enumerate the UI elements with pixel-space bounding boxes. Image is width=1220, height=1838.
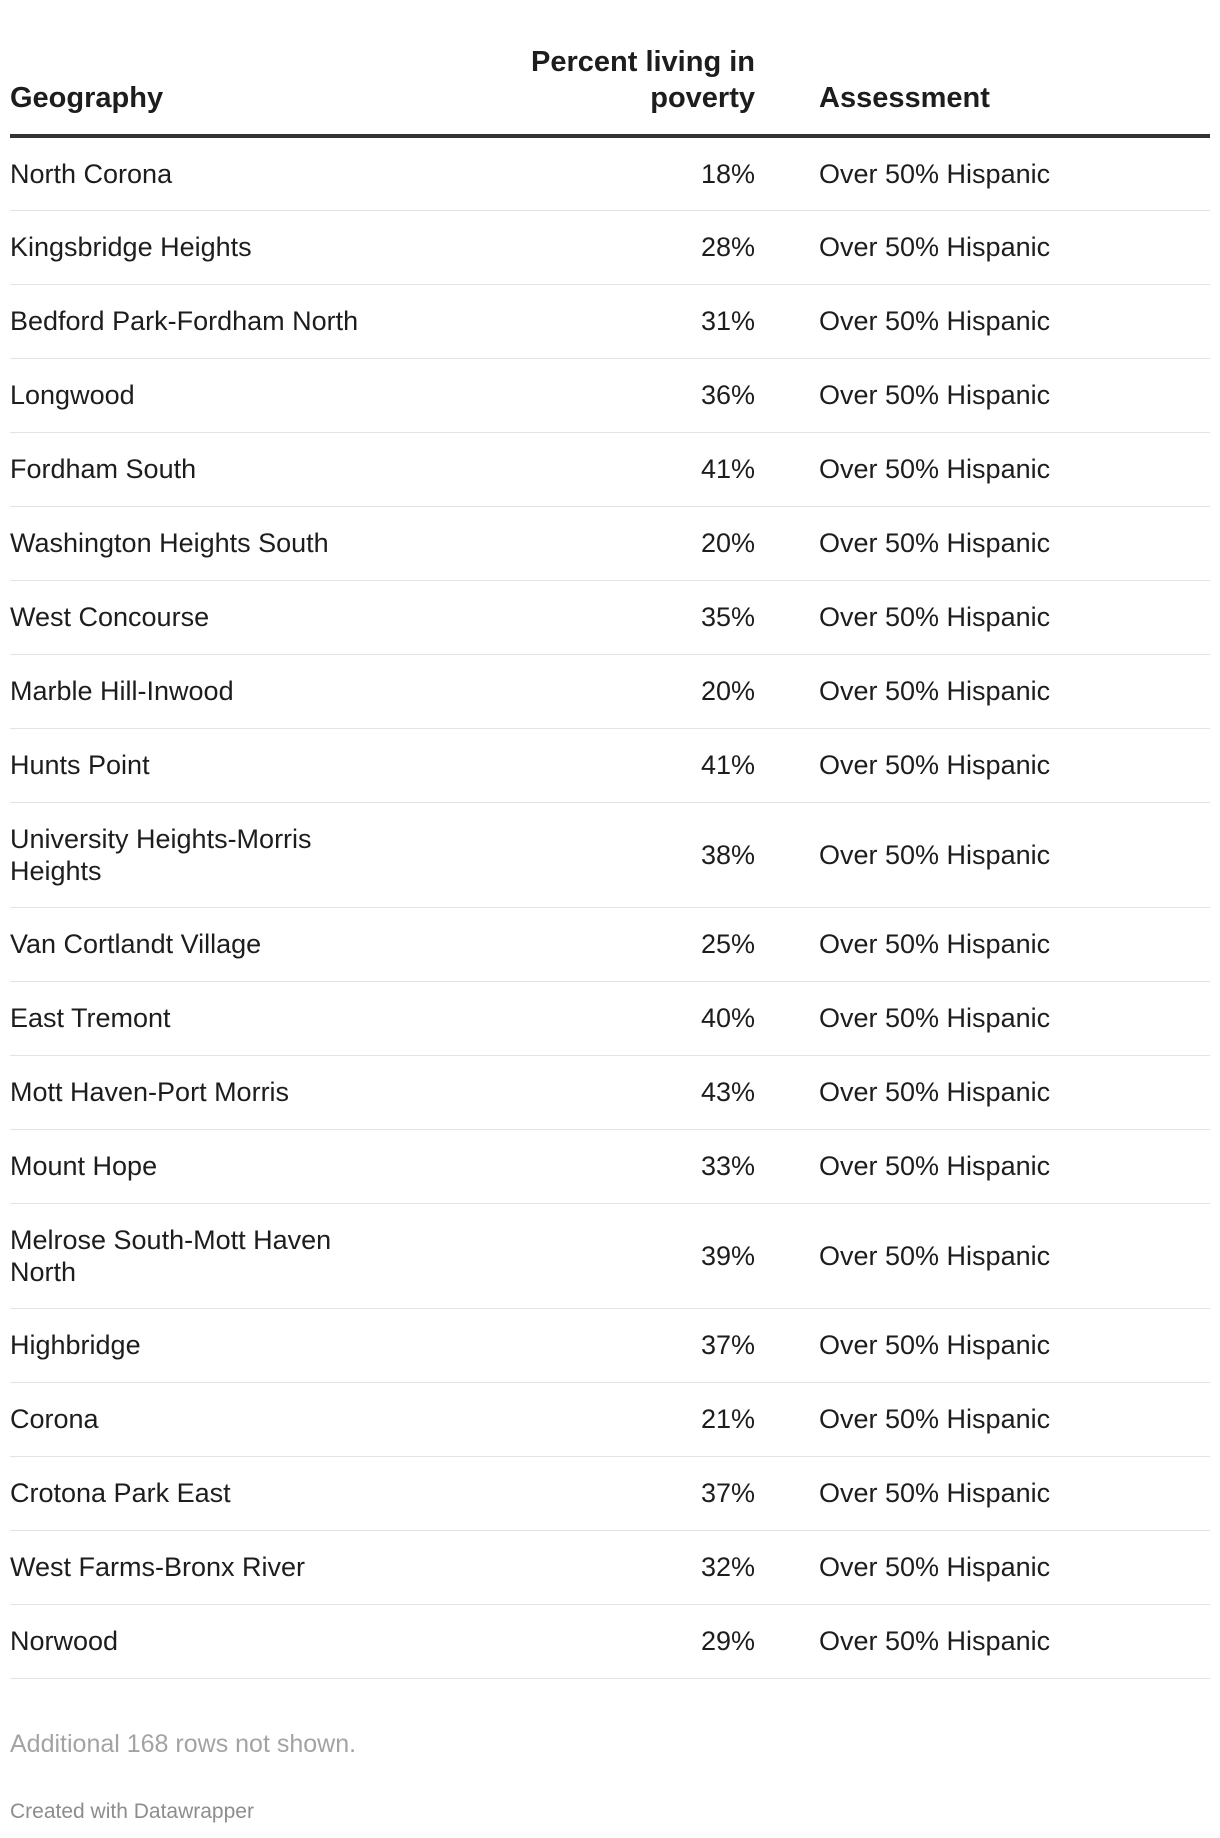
cell-poverty-percent: 25% xyxy=(450,907,755,981)
cell-geography xyxy=(10,981,450,1055)
cell-gap xyxy=(755,654,819,728)
table-row xyxy=(10,1530,1210,1604)
table-row xyxy=(10,1308,1210,1382)
cell-gap xyxy=(755,136,819,210)
cell-geography xyxy=(10,580,450,654)
cell-geography xyxy=(10,1055,450,1129)
cell-gap xyxy=(755,580,819,654)
geography-text: University Heights-Morris Heights xyxy=(10,823,312,886)
table-row xyxy=(10,728,1210,802)
cell-assessment: Over 50% Hispanic xyxy=(819,1055,1210,1129)
cell-assessment: Over 50% Hispanic xyxy=(819,432,1210,506)
cell-assessment: Over 50% Hispanic xyxy=(819,728,1210,802)
geography-text: West Farms-Bronx River xyxy=(10,1552,306,1582)
rows-not-shown-note: Additional 168 rows not shown. xyxy=(10,1730,357,1758)
cell-geography xyxy=(10,1604,450,1678)
cell-geography xyxy=(10,432,450,506)
cell-assessment: Over 50% Hispanic xyxy=(819,1382,1210,1456)
column-header-geography[interactable]: Geography xyxy=(10,38,450,136)
table-row xyxy=(10,284,1210,358)
table-row xyxy=(10,1129,1210,1203)
cell-geography xyxy=(10,1129,450,1203)
cell-poverty-percent: 37% xyxy=(450,1308,755,1382)
column-header-poverty[interactable] xyxy=(450,38,755,136)
table-row xyxy=(10,506,1210,580)
cell-poverty-percent: 36% xyxy=(450,358,755,432)
cell-poverty-percent: 37% xyxy=(450,1456,755,1530)
column-header-assessment[interactable]: Assessment xyxy=(819,38,1210,136)
cell-gap xyxy=(755,1203,819,1308)
cell-poverty-percent: 33% xyxy=(450,1129,755,1203)
cell-gap xyxy=(755,1530,819,1604)
cell-assessment: Over 50% Hispanic xyxy=(819,580,1210,654)
cell-poverty-percent: 41% xyxy=(450,728,755,802)
cell-poverty-percent: 31% xyxy=(450,284,755,358)
table-row xyxy=(10,1456,1210,1530)
cell-gap xyxy=(755,1129,819,1203)
geography-text: Bedford Park-Fordham North xyxy=(10,306,359,336)
cell-assessment: Over 50% Hispanic xyxy=(819,1604,1210,1678)
cell-assessment: Over 50% Hispanic xyxy=(819,136,1210,210)
geography-text: Melrose South-Mott Haven North xyxy=(10,1224,332,1287)
cell-assessment: Over 50% Hispanic xyxy=(819,284,1210,358)
cell-assessment: Over 50% Hispanic xyxy=(819,907,1210,981)
cell-gap xyxy=(755,1604,819,1678)
column-gap xyxy=(755,38,819,136)
cell-gap xyxy=(755,284,819,358)
cell-poverty-percent: 43% xyxy=(450,1055,755,1129)
geography-text: East Tremont xyxy=(10,1003,171,1033)
cell-gap xyxy=(755,728,819,802)
geography-text: Fordham South xyxy=(10,454,197,484)
cell-assessment: Over 50% Hispanic xyxy=(819,1129,1210,1203)
cell-gap xyxy=(755,1055,819,1129)
cell-geography xyxy=(10,284,450,358)
cell-geography xyxy=(10,506,450,580)
cell-assessment: Over 50% Hispanic xyxy=(819,654,1210,728)
cell-geography xyxy=(10,210,450,284)
table-body xyxy=(10,136,1210,1678)
cell-poverty-percent: 38% xyxy=(450,802,755,907)
cell-geography xyxy=(10,358,450,432)
cell-gap xyxy=(755,1382,819,1456)
geography-text: Corona xyxy=(10,1404,99,1434)
cell-poverty-percent: 20% xyxy=(450,506,755,580)
geography-text: Crotona Park East xyxy=(10,1478,231,1508)
cell-poverty-percent: 41% xyxy=(450,432,755,506)
cell-assessment: Over 50% Hispanic xyxy=(819,1530,1210,1604)
poverty-table xyxy=(10,38,1210,1679)
cell-poverty-percent: 32% xyxy=(450,1530,755,1604)
table-row xyxy=(10,210,1210,284)
cell-geography xyxy=(10,907,450,981)
geography-text: Longwood xyxy=(10,380,135,410)
geography-text: Hunts Point xyxy=(10,750,150,780)
table-row xyxy=(10,358,1210,432)
cell-assessment: Over 50% Hispanic xyxy=(819,981,1210,1055)
cell-gap xyxy=(755,907,819,981)
cell-gap xyxy=(755,358,819,432)
cell-poverty-percent: 21% xyxy=(450,1382,755,1456)
cell-gap xyxy=(755,981,819,1055)
table-row xyxy=(10,1604,1210,1678)
table-header xyxy=(10,38,1210,136)
column-header-poverty-text: Percent living in poverty xyxy=(531,46,755,114)
table-row xyxy=(10,802,1210,907)
cell-gap xyxy=(755,432,819,506)
geography-text: Kingsbridge Heights xyxy=(10,232,252,262)
cell-geography xyxy=(10,1530,450,1604)
geography-text: Mount Hope xyxy=(10,1151,158,1181)
cell-assessment: Over 50% Hispanic xyxy=(819,1203,1210,1308)
table-row xyxy=(10,580,1210,654)
cell-gap xyxy=(755,506,819,580)
cell-geography xyxy=(10,1308,450,1382)
cell-geography xyxy=(10,136,450,210)
cell-assessment: Over 50% Hispanic xyxy=(819,1308,1210,1382)
table-row xyxy=(10,1203,1210,1308)
cell-gap xyxy=(755,802,819,907)
cell-poverty-percent: 29% xyxy=(450,1604,755,1678)
geography-text: Washington Heights South xyxy=(10,528,329,558)
geography-text: Marble Hill-Inwood xyxy=(10,676,234,706)
cell-geography xyxy=(10,654,450,728)
table-row xyxy=(10,432,1210,506)
geography-text: Highbridge xyxy=(10,1330,141,1360)
geography-text: North Corona xyxy=(10,158,173,189)
cell-poverty-percent: 20% xyxy=(450,654,755,728)
cell-poverty-percent: 35% xyxy=(450,580,755,654)
geography-text: Mott Haven-Port Morris xyxy=(10,1077,290,1107)
cell-assessment: Over 50% Hispanic xyxy=(819,506,1210,580)
cell-poverty-percent: 40% xyxy=(450,981,755,1055)
cell-assessment: Over 50% Hispanic xyxy=(819,210,1210,284)
cell-gap xyxy=(755,1308,819,1382)
cell-geography xyxy=(10,1203,450,1308)
geography-text: Norwood xyxy=(10,1626,119,1656)
cell-gap xyxy=(755,210,819,284)
cell-poverty-percent: 39% xyxy=(450,1203,755,1308)
table-row xyxy=(10,1055,1210,1129)
cell-assessment: Over 50% Hispanic xyxy=(819,802,1210,907)
cell-geography xyxy=(10,728,450,802)
table-row xyxy=(10,136,1210,210)
table-row xyxy=(10,654,1210,728)
cell-poverty-percent: 28% xyxy=(450,210,755,284)
cell-poverty-percent: 18% xyxy=(450,136,755,210)
table-row xyxy=(10,981,1210,1055)
cell-assessment: Over 50% Hispanic xyxy=(819,358,1210,432)
cell-geography xyxy=(10,802,450,907)
cell-geography xyxy=(10,1456,450,1530)
geography-text: Van Cortlandt Village xyxy=(10,929,262,959)
datawrapper-credit[interactable]: Created with Datawrapper xyxy=(10,1800,254,1823)
table-row xyxy=(10,907,1210,981)
geography-text: West Concourse xyxy=(10,602,210,632)
cell-geography xyxy=(10,1382,450,1456)
table-row xyxy=(10,1382,1210,1456)
cell-assessment: Over 50% Hispanic xyxy=(819,1456,1210,1530)
cell-gap xyxy=(755,1456,819,1530)
